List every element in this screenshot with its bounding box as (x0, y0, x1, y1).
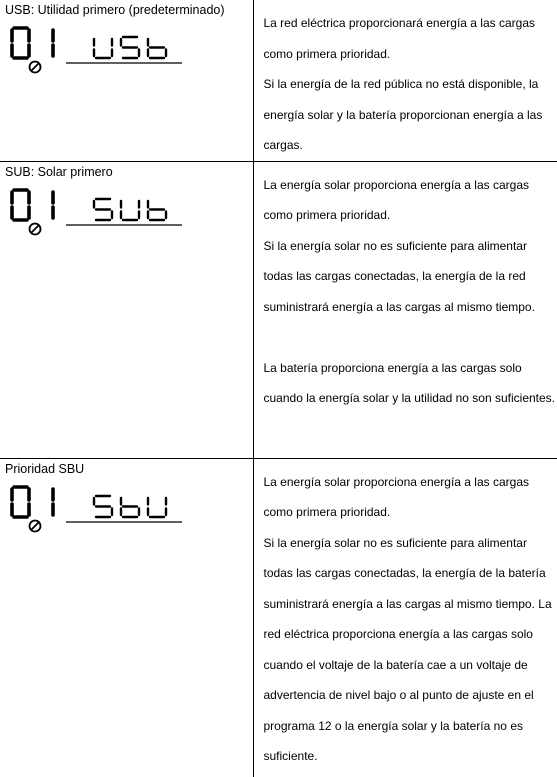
mode-title: Prioridad SBU (5, 462, 253, 477)
lcd-display-sub (8, 185, 208, 245)
lcd-segment-display (8, 23, 208, 83)
wrench-icon (31, 63, 39, 71)
table-row (0, 458, 557, 777)
table-row (0, 161, 557, 458)
mode-cell-usb (0, 0, 253, 161)
description-paragraph: La batería proporciona energía a las cargas solo cuando la energía solar y la utilidad no son suficientes. (264, 353, 557, 414)
description-cell-usb (253, 0, 557, 161)
description-paragraph: Si la energía solar no es suficiente para alimentar todas las cargas conectadas, la energía de la batería suministrará energía a las cargas al mismo tiempo. La red eléctrica proporciona energía a las cargas solo cuando el voltaje de la batería cae a un voltaje de advertencia de nivel bajo o al punto de ajuste en el programa 12 o la energía solar y la batería no es suficiente. (264, 528, 557, 772)
description-cell-sub (253, 161, 557, 458)
mode-title: USB: Utilidad primero (predeterminado) (5, 3, 253, 18)
lcd-display-usb (8, 23, 208, 83)
mode-cell-sub (0, 161, 253, 458)
description-paragraph: La energía solar proporciona energía a las cargas como primera prioridad. (264, 170, 557, 231)
wrench-icon (31, 225, 39, 233)
description-paragraph: La energía solar proporciona energía a las cargas como primera prioridad. (264, 467, 557, 528)
lcd-display-sbu (8, 482, 208, 542)
lcd-segment-display (8, 185, 208, 245)
lcd-segment-display (8, 482, 208, 542)
mode-title: SUB: Solar primero (5, 165, 253, 180)
table-row (0, 0, 557, 161)
wrench-icon (31, 522, 39, 530)
description-paragraph: Si la energía de la red pública no está disponible, la energía solar y la batería proporcionan energía a las cargas. (264, 69, 557, 161)
description-paragraph: La red eléctrica proporcionará energía a las cargas como primera prioridad. (264, 8, 557, 69)
mode-cell-sbu (0, 458, 253, 777)
description-cell-sbu (253, 458, 557, 777)
description-paragraph: Si la energía solar no es suficiente para alimentar todas las cargas conectadas, la energía de la red suministrará energía a las cargas al mismo tiempo. (264, 231, 557, 323)
